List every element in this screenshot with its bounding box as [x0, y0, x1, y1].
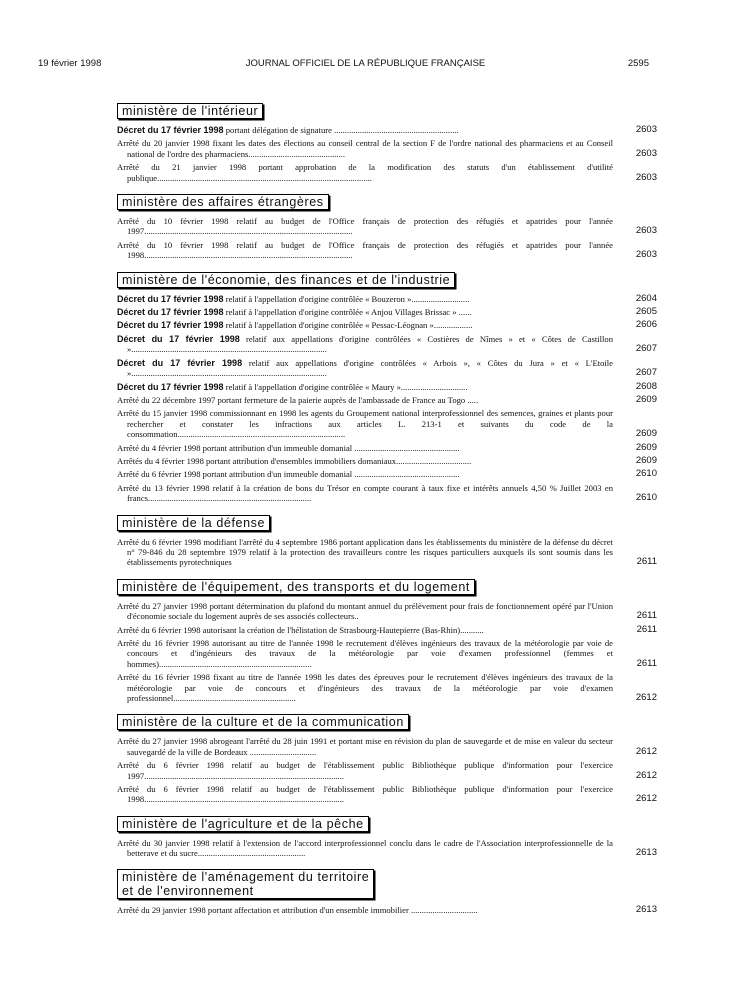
- entry-text: [117, 162, 613, 183]
- entry-text: [117, 395, 613, 405]
- toc-entry: [117, 638, 657, 669]
- entry-description: Arrêté du 6 février 1998 relatif au budget de l'établissement public Bibliothèque publique d'information pour l'exercice 1998.............................................................................................: [117, 784, 613, 805]
- entry-page-number: 2611: [636, 623, 657, 635]
- entry-description: Arrêté du 16 février 1998 fixant au titre de l'année 1998 les dates des épreuves pour le recrutement d'élèves ingénieurs des travaux de la météorologie par voie de concours et d'ingénieurs des travaux de la météorologie par voie d'examen professionnel.........................................................: [117, 672, 613, 704]
- entry-decree-label: Décret du 17 février 1998: [117, 307, 224, 318]
- entry-text: [117, 320, 613, 330]
- entry-decree-label: Décret du 17 février 1998: [117, 293, 224, 304]
- header-date: 19 février 1998: [38, 58, 102, 69]
- ministry-heading: ministère de la culture et de la communication: [117, 714, 409, 730]
- entry-text: [117, 138, 613, 159]
- entry-text: [117, 307, 613, 317]
- entry-text: [117, 408, 613, 439]
- ministry-section: [117, 815, 657, 859]
- entry-description: relatif à l'appellation d'origine contrôlée « Bouzeron »...........................: [223, 293, 470, 304]
- entry-decree-label: Décret du 17 février 1998: [117, 381, 224, 392]
- entry-description: Arrêté du 16 février 1998 autorisant au titre de l'année 1998 le recrutement d'élèves ingénieurs des travaux de la météorologie par voie de concours et d'ingénieurs des travaux de la météorologie par voie d'examen professionnel (femmes et hommes).......................................................................: [117, 638, 613, 669]
- entry-page-number: 2603: [635, 171, 657, 183]
- toc-entry: [117, 162, 657, 183]
- entry-page-number: 2609: [635, 441, 657, 453]
- entry-description: relatif aux appellations d'origine contrôlées « Costières de Nîmes » et « Côtes de Castillon »...........................................................................................: [127, 333, 613, 355]
- entry-text: [117, 240, 613, 261]
- entry-page-number: 2612: [635, 793, 657, 805]
- entry-page-number: 2604: [635, 292, 657, 304]
- entry-text: [117, 760, 613, 781]
- entry-description: Arrêté du 22 décembre 1997 portant fermeture de la paierie auprès de l'ambassade de France au Togo .....: [117, 394, 479, 405]
- entry-page-number: 2607: [635, 367, 657, 379]
- entry-description: relatif à l'appellation d'origine contrôlée « Pessac-Léognan »..................: [223, 320, 473, 331]
- entry-page-number: 2610: [635, 492, 657, 504]
- entry-text: [117, 443, 613, 453]
- ministry-section: [117, 578, 657, 704]
- toc-entry: [117, 240, 657, 261]
- entry-page-number: 2603: [635, 147, 657, 159]
- entry-decree-label: Décret du 17 février 1998: [117, 125, 224, 135]
- entry-text: [117, 625, 613, 635]
- ministry-heading: ministère de la défense: [117, 515, 270, 531]
- header-journal-title: JOURNAL OFFICIEL DE LA RÉPUBLIQUE FRANÇAISE: [245, 58, 486, 69]
- entry-text: [117, 838, 613, 859]
- entry-text: [117, 905, 613, 915]
- entry-description: Arrêté du 6 février 1998 relatif au budget de l'établissement public Bibliothèque publique d'information pour l'exercice 1997.............................................................................................: [117, 760, 613, 781]
- entry-description: Arrêté du 13 février 1998 relatif à la création de bons du Trésor en compte courant à taux fixe et intérêts annuels 4,50 % Juillet 2003 en francs............................................................................: [117, 482, 613, 504]
- entry-page-number: 2607: [635, 343, 657, 355]
- entry-decree-label: Décret du 17 février 1998: [117, 357, 243, 368]
- entry-page-number: 2611: [636, 556, 657, 568]
- entry-text: [117, 672, 613, 703]
- ministry-heading: ministère de l'intérieur: [117, 103, 263, 119]
- entry-page-number: 2613: [635, 903, 657, 915]
- toc-entry: [117, 736, 657, 757]
- entry-description: portant délégation de signature ..........................................................: [223, 125, 459, 135]
- entry-text: [117, 469, 613, 479]
- toc-entry: [117, 125, 657, 135]
- entry-page-number: 2612: [635, 692, 657, 704]
- toc-entry: [117, 382, 657, 392]
- header-page-number: 2595: [627, 58, 649, 69]
- ministry-heading: ministère de l'équipement, des transports et du logement: [117, 579, 475, 595]
- ministry-section: [117, 514, 657, 568]
- entry-description: Arrêté du 6 février 1998 autorisant la création de l'hélistation de Strasbourg-Hautepierre (Bas-Rhin)...........: [117, 624, 484, 635]
- toc-entry: [117, 138, 657, 159]
- entry-text: [117, 638, 613, 669]
- ministry-section: [117, 193, 657, 261]
- toc-entry: [117, 905, 657, 915]
- toc-entry: [117, 601, 657, 622]
- entry-description: Arrêté du 6 février 1998 modifiant l'arrêté du 4 septembre 1986 portant application dans les établissements du ministère de la défense du décret n° 79-846 du 28 septembre 1979 relatif à la protection des travailleurs contre les risques particuliers auxquels ils sont soumis dans les établissements pyrotechniques: [117, 536, 613, 568]
- entry-page-number: 2603: [635, 124, 657, 135]
- table-of-contents: [117, 102, 657, 925]
- entry-page-number: 2603: [635, 225, 657, 237]
- entry-page-number: 2608: [635, 380, 657, 392]
- toc-entry: [117, 672, 657, 703]
- toc-entry: [117, 395, 657, 405]
- ministry-heading: ministère de l'aménagement du territoire et de l'environnement: [117, 869, 374, 899]
- entry-description: Arrêté du 27 janvier 1998 abrogeant l'arrêté du 28 juin 1991 et portant mise en révision du plan de sauvegarde et de mise en valeur du secteur sauvegardé de la ville de Bordeaux ...............................: [117, 736, 613, 757]
- entry-page-number: 2609: [635, 428, 657, 440]
- ministry-heading: ministère des affaires étrangères: [117, 194, 329, 210]
- entry-text: [117, 483, 613, 504]
- ministry-heading: ministère de l'agriculture et de la pêche: [117, 816, 369, 832]
- entry-page-number: 2609: [635, 454, 657, 466]
- entry-page-number: 2605: [635, 306, 657, 318]
- entry-text: [117, 334, 613, 355]
- toc-entry: [117, 216, 657, 237]
- entry-text: [117, 537, 613, 568]
- toc-entry: [117, 537, 657, 568]
- entry-description: Arrêtés du 4 février 1998 portant attribution d'ensembles immobiliers domaniaux...................................: [117, 455, 472, 466]
- toc-entry: [117, 784, 657, 805]
- entry-page-number: 2603: [635, 249, 657, 261]
- entry-text: [117, 736, 613, 757]
- entry-text: [117, 294, 613, 304]
- entry-description: Arrêté du 4 février 1998 portant attribution d'un immeuble domanial .................................................: [117, 442, 460, 453]
- entry-page-number: 2611: [636, 657, 657, 669]
- toc-entry: [117, 358, 657, 379]
- toc-entry: [117, 443, 657, 453]
- entry-description: Arrêté du 10 février 1998 relatif au budget de l'Office français de protection des réfugiés et apatrides pour l'année 1997.................................................................................................: [117, 216, 613, 237]
- entry-description: Arrêté du 29 janvier 1998 portant affectation et attribution d'un ensemble immobilier ...............................: [117, 904, 478, 915]
- toc-entry: [117, 294, 657, 304]
- toc-entry: [117, 483, 657, 504]
- entry-text: [117, 784, 613, 805]
- ministry-heading: ministère de l'économie, des finances et de l'industrie: [117, 272, 455, 288]
- toc-entry: [117, 625, 657, 635]
- ministry-section: [117, 102, 657, 183]
- entry-description: relatif à l'appellation d'origine contrôlée « Maury »...............................: [223, 381, 468, 392]
- entry-decree-label: Décret du 17 février 1998: [117, 333, 240, 344]
- toc-entry: [117, 469, 657, 479]
- entry-decree-label: Décret du 17 février 1998: [117, 320, 224, 331]
- entry-text: [117, 601, 613, 622]
- running-header: [0, 58, 731, 72]
- entry-description: Arrêté du 21 janvier 1998 portant approbation de la modification des statuts d'un établissement d'utilité publique....................................................................................................: [117, 162, 613, 183]
- ministry-section: [117, 271, 657, 504]
- entry-description: Arrêté du 27 janvier 1998 portant détermination du plafond du montant annuel du prélèvement pour frais de fonctionnement opéré par l'Union d'économie sociale du logement auprès de ses associés collecteurs..: [117, 600, 613, 622]
- entry-text: [117, 382, 613, 392]
- entry-page-number: 2613: [635, 847, 657, 859]
- entry-page-number: 2612: [635, 769, 657, 781]
- entry-page-number: 2606: [635, 319, 657, 331]
- toc-entry: [117, 334, 657, 355]
- entry-text: [117, 216, 613, 237]
- toc-entry: [117, 760, 657, 781]
- entry-text: [117, 456, 613, 466]
- entry-description: Arrêté du 15 janvier 1998 commissionnant en 1998 les agents du Groupement national interprofessionnel des semences, graines et plants pour rechercher et constater les infractions aux articles L. 213-1 et suivants du code de la consommation..............................................................................: [117, 408, 613, 440]
- toc-entry: [117, 408, 657, 439]
- toc-entry: [117, 307, 657, 317]
- entry-text: [117, 125, 613, 135]
- toc-entry: [117, 320, 657, 330]
- toc-entry: [117, 838, 657, 859]
- entry-description: Arrêté du 20 janvier 1998 fixant les dates des élections au conseil central de la section F de l'ordre national des pharmaciens et au Conseil national de l'ordre des pharmaciens.............................................: [117, 138, 613, 159]
- entry-page-number: 2610: [635, 468, 657, 480]
- entry-description: Arrêté du 10 février 1998 relatif au budget de l'Office français de protection des réfugiés et apatrides pour l'année 1998.................................................................................................: [117, 239, 613, 261]
- toc-entry: [117, 456, 657, 466]
- entry-page-number: 2612: [635, 745, 657, 757]
- ministry-section: [117, 869, 657, 915]
- entry-text: [117, 358, 613, 379]
- entry-page-number: 2611: [636, 610, 657, 622]
- entry-description: relatif aux appellations d'origine contrôlées « Arbois », « Côtes du Jura » et « L'Etoile »...........................................................................................: [127, 357, 613, 379]
- entry-page-number: 2609: [635, 393, 657, 405]
- ministry-section: [117, 713, 657, 804]
- entry-description: Arrêté du 30 janvier 1998 relatif à l'extension de l'accord interprofessionnel conclu dans le cadre de l'Association interprofessionnelle de la betterave et du sucre..................................................: [117, 837, 613, 859]
- entry-description: relatif à l'appellation d'origine contrôlée « Anjou Villages Brissac » ......: [223, 307, 472, 318]
- entry-description: Arrêté du 6 février 1998 portant attribution d'un immeuble domanial .................................................: [117, 469, 460, 480]
